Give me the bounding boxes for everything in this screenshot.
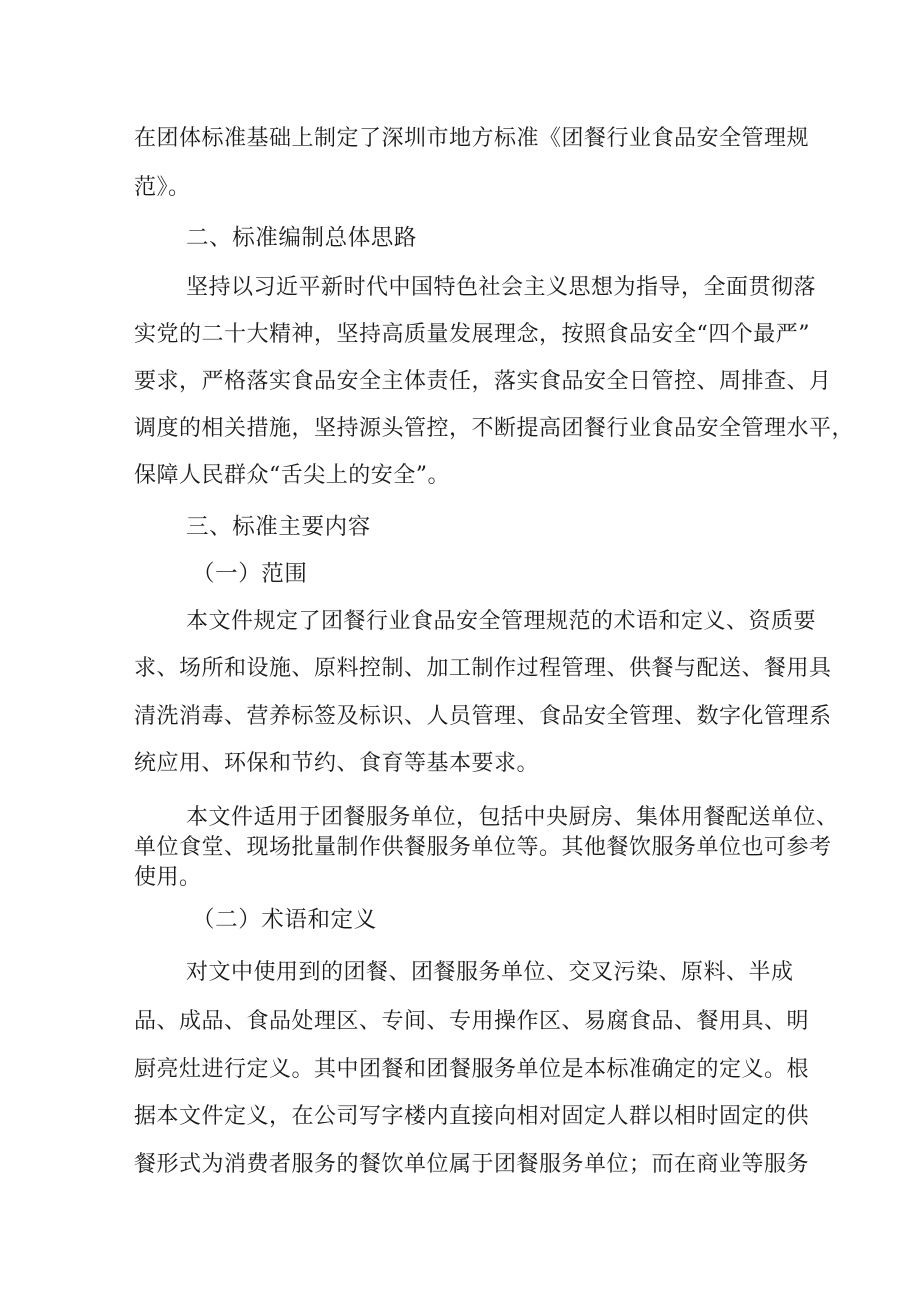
subsection-heading-terms: （二）术语和定义	[192, 907, 377, 933]
terms-line-3: 厨亮灶进行定义。其中团餐和团餐服务单位是本标准确定的定义。根	[134, 1057, 810, 1082]
terms-line-4: 据本文件定义，在公司写字楼内直接向相对固定人群以相时固定的供	[134, 1104, 810, 1129]
scope-para1-line-1: 本文件规定了团餐行业食品安全管理规范的术语和定义、资质要	[186, 609, 817, 634]
scope-para1-line-3: 清洗消毒、营养标签及标识、人员管理、食品安全管理、数字化管理系	[134, 704, 832, 729]
terms-line-5: 餐形式为消费者服务的餐饮单位属于团餐服务单位；而在商业等服务	[134, 1152, 810, 1177]
section-heading-3: 三、标准主要内容	[186, 514, 371, 540]
terms-line-1: 对文中使用到的团餐、团餐服务单位、交叉污染、原料、半成	[186, 960, 794, 985]
section2-line-2: 实党的二十大精神，坚持高质量发展理念，按照食品安全“四个最严”	[134, 322, 810, 347]
scope-para2-line-3: 使用。	[134, 865, 202, 890]
terms-line-2: 品、成品、食品处理区、专间、专用操作区、易腐食品、餐用具、明	[134, 1009, 810, 1034]
section-heading-2: 二、标准编制总体思路	[186, 225, 418, 251]
scope-para1-line-2: 求、场所和设施、原料控制、加工制作过程管理、供餐与配送、餐用具	[134, 656, 832, 681]
subsection-heading-scope: （一）范围	[192, 561, 308, 587]
scope-para1-line-4: 统应用、环保和节约、食育等基本要求。	[134, 751, 540, 776]
section2-line-1: 坚持以习近平新时代中国特色社会主义思想为指导，全面贯彻落	[186, 275, 817, 300]
section2-line-3: 要求，严格落实食品安全主体责任，落实食品安全日管控、周排查、月	[134, 369, 832, 394]
scope-para2-line-1: 本文件适用于团餐服务单位，包括中央厨房、集体用餐配送单位、	[186, 805, 839, 830]
section2-line-5: 保障人民群众“舌尖上的安全”。	[134, 463, 450, 488]
intro-line-2: 范》。	[134, 175, 191, 200]
intro-line-1: 在团体标准基础上制定了深圳市地方标准《团餐行业食品安全管理规	[134, 126, 810, 151]
scope-para2-line-2: 单位食堂、现场批量制作供餐服务单位等。其他餐饮服务单位也可参考	[134, 835, 832, 860]
section2-line-4: 调度的相关措施，坚持源头管控，不断提高团餐行业食品安全管理水平，	[134, 416, 855, 441]
